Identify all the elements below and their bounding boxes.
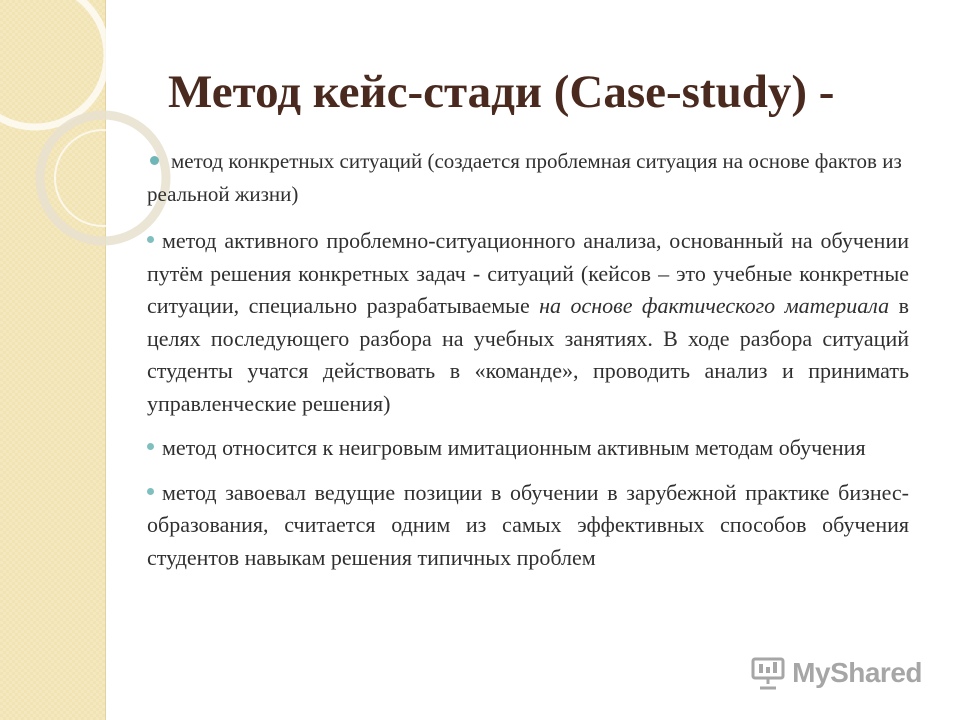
bullet-dot-icon xyxy=(150,156,159,165)
bullet-text: метод относится к неигровым имитационным активным методам обучения xyxy=(162,435,866,460)
bullet-text: метод завоевал ведущие позиции в обучении в зарубежной практике бизнес-образования, считается одним из самых эффективных способов обучения студентов навыкам решения типичных проблем xyxy=(147,479,909,570)
watermark-text: MyShared xyxy=(792,657,922,688)
bullet-text: метод конкретных ситуаций (создается проблемная ситуация на основе фактов из реальной жизни) xyxy=(147,149,902,206)
bullet-dot-icon xyxy=(147,488,154,495)
presentation-icon xyxy=(750,656,786,690)
bullet-item xyxy=(147,477,909,575)
bullet-dot-icon xyxy=(147,443,154,450)
bullet-item xyxy=(147,432,909,465)
bullet-text: в целях последующего разбора на учебных занятиях. В ходе разбора ситуаций студенты учатся действовать в «команде», проводить анализ и принимать управленческие решения) xyxy=(147,293,909,416)
bullet-dot-icon xyxy=(147,236,154,243)
side-decor-panel xyxy=(0,0,106,720)
slide-title: Метод кейс-стади (Case-study) - xyxy=(168,66,835,118)
bullet-text-emphasis: на основе фактического материала xyxy=(539,293,890,318)
bullet-text: метод активного проблемно-ситуационного анализа, основанный на обучении путём решения конкретных задач - ситуаций (кейсов – это учебные конкретные ситуации, специально разрабатываемые xyxy=(147,228,909,318)
slide-content xyxy=(147,145,909,574)
watermark-logo xyxy=(750,656,922,690)
bullet-item xyxy=(147,145,909,211)
bullet-item xyxy=(147,225,909,420)
